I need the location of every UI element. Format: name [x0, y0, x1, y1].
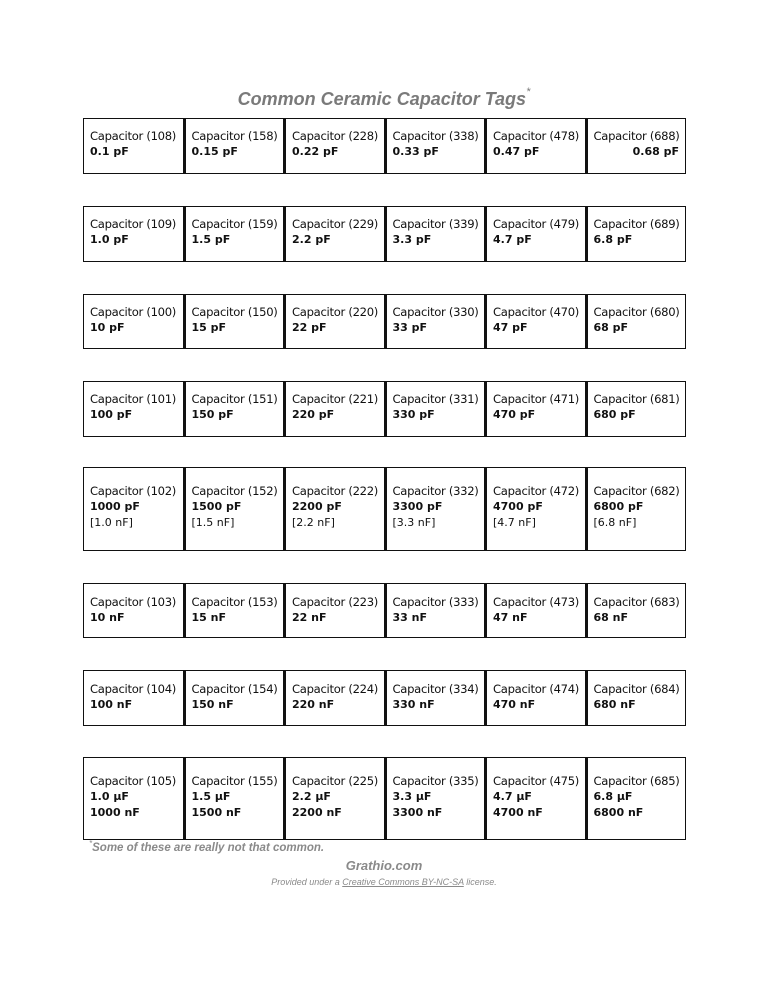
capacitor-code: Capacitor (102)	[90, 484, 177, 498]
capacitor-code: Capacitor (155)	[191, 774, 278, 788]
tag-row	[83, 294, 686, 349]
capacitor-code: Capacitor (159)	[191, 217, 278, 231]
capacitance-alt-value: 1000 nF	[90, 806, 140, 819]
capacitor-code: Capacitor (225)	[292, 774, 379, 788]
capacitor-code: Capacitor (684)	[593, 682, 680, 696]
capacitor-tag	[485, 206, 586, 262]
capacitor-code: Capacitor (472)	[493, 484, 580, 498]
capacitance-alt-value: [3.3 nF]	[392, 516, 436, 529]
tag-row	[83, 757, 686, 840]
capacitor-code: Capacitor (109)	[90, 217, 177, 231]
capacitor-code: Capacitor (685)	[593, 774, 680, 788]
capacitor-tag	[184, 583, 285, 638]
capacitor-tag	[385, 757, 486, 840]
capacitor-code: Capacitor (105)	[90, 774, 177, 788]
capacitor-code: Capacitor (471)	[493, 392, 580, 406]
capacitance-value: 330 pF	[392, 408, 435, 421]
capacitance-value: 6800 pF	[593, 500, 644, 513]
capacitance-value: 100 pF	[90, 408, 133, 421]
capacitor-tag	[284, 467, 385, 551]
capacitance-value: 1.0 µF	[90, 790, 129, 803]
capacitor-code: Capacitor (339)	[392, 217, 479, 231]
capacitor-tag	[83, 583, 184, 638]
capacitor-code: Capacitor (474)	[493, 682, 580, 696]
capacitor-tag	[485, 670, 586, 726]
capacitor-tag	[385, 381, 486, 437]
capacitance-value: 47 pF	[493, 321, 528, 334]
capacitor-code: Capacitor (475)	[493, 774, 580, 788]
capacitor-code: Capacitor (335)	[392, 774, 479, 788]
capacitance-value: 1.0 pF	[90, 233, 129, 246]
tag-row	[83, 118, 686, 174]
capacitance-alt-value: [1.5 nF]	[191, 516, 235, 529]
capacitor-code: Capacitor (228)	[292, 129, 379, 143]
capacitance-value: 1.5 µF	[191, 790, 231, 803]
capacitor-code: Capacitor (223)	[292, 595, 379, 609]
capacitor-code: Capacitor (101)	[90, 392, 177, 406]
capacitance-alt-value: 4700 nF	[493, 806, 543, 819]
capacitor-tag	[284, 670, 385, 726]
footnote	[89, 839, 324, 854]
capacitor-tag	[385, 294, 486, 349]
tag-row	[83, 583, 686, 638]
capacitor-code: Capacitor (680)	[593, 305, 680, 319]
capacitance-value: 4700 pF	[493, 500, 543, 513]
capacitance-alt-value: [2.2 nF]	[292, 516, 335, 529]
capacitor-tag	[184, 294, 285, 349]
capacitance-value: 1500 pF	[191, 500, 242, 513]
footnote-text: Some of these are really not that common.	[92, 841, 325, 854]
capacitor-code: Capacitor (332)	[392, 484, 479, 498]
capacitor-code: Capacitor (108)	[90, 129, 177, 143]
capacitor-code: Capacitor (221)	[292, 392, 379, 406]
capacitance-value: 470 nF	[493, 698, 536, 711]
capacitor-tag	[586, 294, 687, 349]
tag-row	[83, 670, 686, 726]
capacitance-value: 15 pF	[191, 321, 227, 334]
capacitance-value: 4.7 µF	[493, 790, 532, 803]
capacitor-tag	[284, 757, 385, 840]
capacitor-tag	[284, 118, 385, 174]
capacitor-code: Capacitor (470)	[493, 305, 580, 319]
capacitor-tag	[586, 583, 687, 638]
capacitance-alt-value: 6800 nF	[593, 806, 644, 819]
capacitor-tag	[83, 294, 184, 349]
capacitance-value: 6.8 µF	[593, 790, 633, 803]
capacitor-tag	[586, 757, 687, 840]
capacitor-tag	[184, 467, 285, 551]
capacitor-tag	[83, 206, 184, 262]
capacitance-value: 470 pF	[493, 408, 536, 421]
capacitor-code: Capacitor (222)	[292, 484, 379, 498]
capacitance-value: 3300 pF	[392, 500, 443, 513]
capacitance-value: 68 nF	[593, 611, 628, 624]
capacitor-tag	[284, 381, 385, 437]
capacitance-value: 0.47 pF	[493, 145, 540, 158]
capacitance-value: 3.3 pF	[392, 233, 432, 246]
capacitor-code: Capacitor (689)	[593, 217, 680, 231]
capacitor-tag	[485, 294, 586, 349]
capacitor-code: Capacitor (229)	[292, 217, 379, 231]
capacitor-code: Capacitor (152)	[191, 484, 278, 498]
capacitance-value: 220 pF	[292, 408, 335, 421]
capacitor-tag	[284, 583, 385, 638]
capacitance-value: 680 pF	[593, 408, 636, 421]
capacitance-value: 0.1 pF	[90, 145, 129, 158]
capacitance-value: 6.8 pF	[593, 233, 633, 246]
capacitor-tag	[284, 294, 385, 349]
capacitance-value: 3.3 µF	[392, 790, 432, 803]
capacitor-tag	[385, 118, 486, 174]
capacitor-tag	[83, 757, 184, 840]
capacitance-value: 2.2 µF	[292, 790, 331, 803]
capacitor-code: Capacitor (100)	[90, 305, 177, 319]
tag-row	[83, 206, 686, 262]
capacitor-code: Capacitor (334)	[392, 682, 479, 696]
capacitor-code: Capacitor (683)	[593, 595, 680, 609]
capacitor-tag	[485, 583, 586, 638]
capacitor-code: Capacitor (478)	[493, 129, 580, 143]
capacitor-tag	[83, 467, 184, 551]
capacitor-code: Capacitor (154)	[191, 682, 278, 696]
capacitance-value: 100 nF	[90, 698, 133, 711]
capacitance-alt-value: 1500 nF	[191, 806, 242, 819]
title-text: Common Ceramic Capacitor Tags	[237, 89, 527, 109]
capacitor-code: Capacitor (158)	[191, 129, 278, 143]
capacitance-alt-value: 2200 nF	[292, 806, 342, 819]
capacitor-code: Capacitor (150)	[191, 305, 278, 319]
capacitor-tag	[385, 206, 486, 262]
capacitor-tag	[586, 381, 687, 437]
license-prefix: Provided under a	[271, 877, 343, 887]
capacitor-code: Capacitor (153)	[191, 595, 278, 609]
tag-row	[83, 381, 686, 437]
capacitor-tag	[586, 670, 687, 726]
capacitor-tag	[485, 467, 586, 551]
license-line	[0, 877, 768, 887]
page-title	[0, 86, 768, 110]
capacitance-alt-value: [4.7 nF]	[493, 516, 536, 529]
capacitance-value: 10 nF	[90, 611, 125, 624]
capacitance-value: 0.22 pF	[292, 145, 339, 158]
title-footnote-marker: *	[526, 86, 531, 98]
capacitor-code: Capacitor (338)	[392, 129, 479, 143]
capacitor-tag	[184, 206, 285, 262]
capacitor-code: Capacitor (220)	[292, 305, 379, 319]
license-suffix: license.	[463, 877, 497, 887]
capacitance-value: 33 pF	[392, 321, 428, 334]
capacitor-code: Capacitor (688)	[593, 129, 680, 143]
tag-row	[83, 467, 686, 551]
capacitor-tag	[586, 118, 687, 174]
capacitance-value: 220 nF	[292, 698, 335, 711]
capacitor-code: Capacitor (104)	[90, 682, 177, 696]
capacitor-tag	[385, 583, 486, 638]
capacitor-code: Capacitor (103)	[90, 595, 177, 609]
brand-name: Grathio.com	[345, 858, 423, 873]
capacitor-tag	[83, 118, 184, 174]
capacitor-tag	[485, 118, 586, 174]
capacitance-value: 0.33 pF	[392, 145, 439, 158]
capacitor-code: Capacitor (331)	[392, 392, 479, 406]
capacitance-value: 68 pF	[593, 321, 629, 334]
capacitor-tag	[485, 381, 586, 437]
capacitor-tag	[83, 670, 184, 726]
capacitance-value: 1000 pF	[90, 500, 140, 513]
capacitance-value: 0.68 pF	[632, 145, 679, 158]
capacitor-tag	[586, 467, 687, 551]
capacitance-value: 47 nF	[493, 611, 528, 624]
capacitance-value: 2200 pF	[292, 500, 342, 513]
capacitance-value: 680 nF	[593, 698, 636, 711]
capacitance-alt-value: 3300 nF	[392, 806, 443, 819]
capacitance-value: 22 nF	[292, 611, 327, 624]
capacitor-code: Capacitor (479)	[493, 217, 580, 231]
capacitance-value: 33 nF	[392, 611, 427, 624]
capacitance-value: 15 nF	[191, 611, 226, 624]
capacitance-value: 330 nF	[392, 698, 435, 711]
capacitor-tag	[83, 381, 184, 437]
capacitor-code: Capacitor (151)	[191, 392, 278, 406]
capacitance-alt-value: [6.8 nF]	[593, 516, 637, 529]
capacitance-value: 22 pF	[292, 321, 327, 334]
capacitor-code: Capacitor (681)	[593, 392, 680, 406]
capacitor-tag	[184, 670, 285, 726]
capacitance-value: 0.15 pF	[191, 145, 238, 158]
capacitor-tag	[184, 757, 285, 840]
capacitance-value: 150 nF	[191, 698, 234, 711]
capacitor-tag	[184, 381, 285, 437]
capacitor-code: Capacitor (333)	[392, 595, 479, 609]
license-link[interactable]: Creative Commons BY-NC-SA	[342, 877, 464, 887]
capacitor-tag	[385, 467, 486, 551]
capacitance-value: 4.7 pF	[493, 233, 532, 246]
capacitance-value: 10 pF	[90, 321, 125, 334]
capacitor-tag	[184, 118, 285, 174]
capacitor-tag	[385, 670, 486, 726]
capacitance-value: 150 pF	[191, 408, 234, 421]
capacitor-code: Capacitor (330)	[392, 305, 479, 319]
capacitance-value: 1.5 pF	[191, 233, 231, 246]
capacitor-code: Capacitor (473)	[493, 595, 580, 609]
capacitor-code: Capacitor (682)	[593, 484, 680, 498]
capacitor-code: Capacitor (224)	[292, 682, 379, 696]
capacitor-tag	[284, 206, 385, 262]
capacitance-value: 2.2 pF	[292, 233, 331, 246]
footnote-marker: *	[89, 839, 93, 848]
capacitance-alt-value: [1.0 nF]	[90, 516, 133, 529]
capacitor-tag	[586, 206, 687, 262]
capacitor-tag	[485, 757, 586, 840]
